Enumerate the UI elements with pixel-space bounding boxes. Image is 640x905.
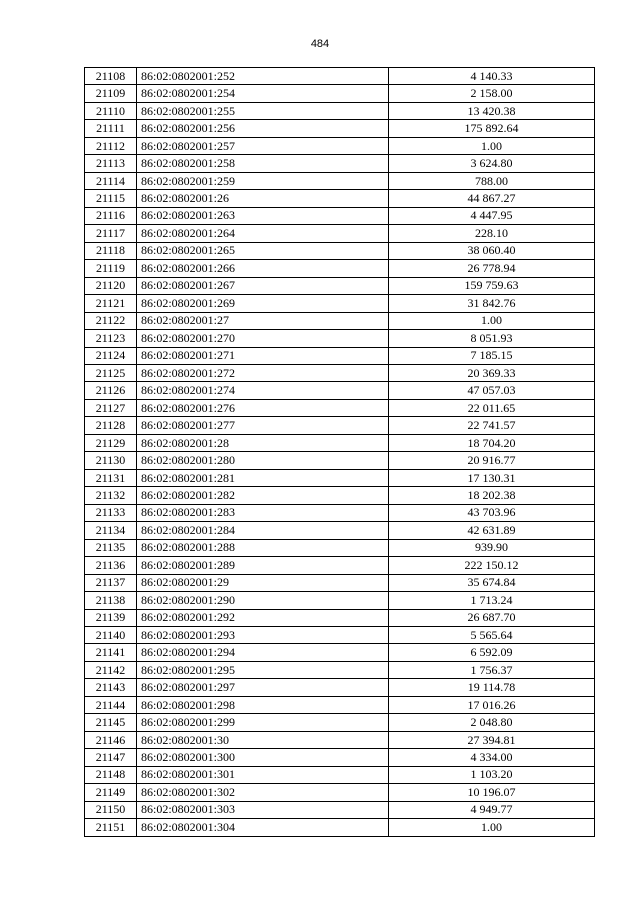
row-number-cell: 21134 xyxy=(85,522,137,539)
cadastral-number-cell: 86:02:0802001:269 xyxy=(137,295,389,312)
value-cell: 47 057.03 xyxy=(389,382,595,399)
value-cell: 159 759.63 xyxy=(389,277,595,294)
table-row xyxy=(85,364,595,381)
row-number-cell: 21108 xyxy=(85,68,137,85)
cadastral-number-cell: 86:02:0802001:298 xyxy=(137,696,389,713)
table-row xyxy=(85,661,595,678)
row-number-cell: 21130 xyxy=(85,452,137,469)
cadastral-number-cell: 86:02:0802001:256 xyxy=(137,120,389,137)
row-number-cell: 21115 xyxy=(85,190,137,207)
cadastral-number-cell: 86:02:0802001:293 xyxy=(137,627,389,644)
cadastral-number-cell: 86:02:0802001:280 xyxy=(137,452,389,469)
cadastral-number-cell: 86:02:0802001:266 xyxy=(137,260,389,277)
value-cell: 1 756.37 xyxy=(389,661,595,678)
row-number-cell: 21126 xyxy=(85,382,137,399)
cadastral-number-cell: 86:02:0802001:252 xyxy=(137,68,389,85)
table-row xyxy=(85,85,595,102)
cadastral-number-cell: 86:02:0802001:303 xyxy=(137,801,389,818)
cadastral-number-cell: 86:02:0802001:258 xyxy=(137,155,389,172)
row-number-cell: 21120 xyxy=(85,277,137,294)
table-row xyxy=(85,120,595,137)
row-number-cell: 21149 xyxy=(85,784,137,801)
row-number-cell: 21113 xyxy=(85,155,137,172)
value-cell: 5 565.64 xyxy=(389,627,595,644)
cadastral-number-cell: 86:02:0802001:270 xyxy=(137,330,389,347)
value-cell: 35 674.84 xyxy=(389,574,595,591)
row-number-cell: 21119 xyxy=(85,260,137,277)
cadastral-number-cell: 86:02:0802001:255 xyxy=(137,102,389,119)
value-cell: 17 130.31 xyxy=(389,469,595,486)
table-row xyxy=(85,644,595,661)
cadastral-number-cell: 86:02:0802001:30 xyxy=(137,731,389,748)
value-cell: 44 867.27 xyxy=(389,190,595,207)
table-row xyxy=(85,155,595,172)
cadastral-number-cell: 86:02:0802001:282 xyxy=(137,487,389,504)
cadastral-number-cell: 86:02:0802001:259 xyxy=(137,172,389,189)
cadastral-number-cell: 86:02:0802001:292 xyxy=(137,609,389,626)
row-number-cell: 21140 xyxy=(85,627,137,644)
value-cell: 20 916.77 xyxy=(389,452,595,469)
row-number-cell: 21133 xyxy=(85,504,137,521)
table-row xyxy=(85,330,595,347)
cadastral-number-cell: 86:02:0802001:274 xyxy=(137,382,389,399)
cadastral-number-cell: 86:02:0802001:263 xyxy=(137,207,389,224)
value-cell: 27 394.81 xyxy=(389,731,595,748)
row-number-cell: 21114 xyxy=(85,172,137,189)
value-cell: 10 196.07 xyxy=(389,784,595,801)
table-row xyxy=(85,801,595,818)
value-cell: 7 185.15 xyxy=(389,347,595,364)
table-row xyxy=(85,434,595,451)
table-row xyxy=(85,766,595,783)
row-number-cell: 21139 xyxy=(85,609,137,626)
cadastral-number-cell: 86:02:0802001:254 xyxy=(137,85,389,102)
table-row xyxy=(85,277,595,294)
row-number-cell: 21127 xyxy=(85,399,137,416)
row-number-cell: 21111 xyxy=(85,120,137,137)
value-cell: 4 447.95 xyxy=(389,207,595,224)
value-cell: 2 048.80 xyxy=(389,714,595,731)
row-number-cell: 21150 xyxy=(85,801,137,818)
cadastral-number-cell: 86:02:0802001:297 xyxy=(137,679,389,696)
value-cell: 43 703.96 xyxy=(389,504,595,521)
value-cell: 1 713.24 xyxy=(389,592,595,609)
row-number-cell: 21151 xyxy=(85,819,137,836)
row-number-cell: 21132 xyxy=(85,487,137,504)
row-number-cell: 21131 xyxy=(85,469,137,486)
row-number-cell: 21116 xyxy=(85,207,137,224)
cadastral-number-cell: 86:02:0802001:281 xyxy=(137,469,389,486)
table-row xyxy=(85,295,595,312)
row-number-cell: 21122 xyxy=(85,312,137,329)
cadastral-number-cell: 86:02:0802001:299 xyxy=(137,714,389,731)
cadastral-number-cell: 86:02:0802001:265 xyxy=(137,242,389,259)
table-row xyxy=(85,242,595,259)
value-cell: 8 051.93 xyxy=(389,330,595,347)
value-cell: 2 158.00 xyxy=(389,85,595,102)
cadastral-number-cell: 86:02:0802001:26 xyxy=(137,190,389,207)
table-row xyxy=(85,749,595,766)
table-row xyxy=(85,347,595,364)
value-cell: 18 704.20 xyxy=(389,434,595,451)
row-number-cell: 21112 xyxy=(85,137,137,154)
row-number-cell: 21118 xyxy=(85,242,137,259)
table-row xyxy=(85,714,595,731)
cadastral-number-cell: 86:02:0802001:276 xyxy=(137,399,389,416)
cadastral-number-cell: 86:02:0802001:289 xyxy=(137,557,389,574)
table-row xyxy=(85,592,595,609)
cadastral-number-cell: 86:02:0802001:294 xyxy=(137,644,389,661)
value-cell: 1.00 xyxy=(389,137,595,154)
row-number-cell: 21129 xyxy=(85,434,137,451)
table-row xyxy=(85,382,595,399)
table-row xyxy=(85,627,595,644)
value-cell: 31 842.76 xyxy=(389,295,595,312)
table-row xyxy=(85,539,595,556)
value-cell: 26 778.94 xyxy=(389,260,595,277)
table-row xyxy=(85,574,595,591)
table-row xyxy=(85,260,595,277)
table-row xyxy=(85,504,595,521)
row-number-cell: 21117 xyxy=(85,225,137,242)
value-cell: 3 624.80 xyxy=(389,155,595,172)
row-number-cell: 21121 xyxy=(85,295,137,312)
cadastral-number-cell: 86:02:0802001:267 xyxy=(137,277,389,294)
row-number-cell: 21145 xyxy=(85,714,137,731)
table-row xyxy=(85,452,595,469)
row-number-cell: 21109 xyxy=(85,85,137,102)
value-cell: 222 150.12 xyxy=(389,557,595,574)
table-row xyxy=(85,784,595,801)
value-cell: 18 202.38 xyxy=(389,487,595,504)
cadastral-number-cell: 86:02:0802001:288 xyxy=(137,539,389,556)
value-cell: 13 420.38 xyxy=(389,102,595,119)
table-row xyxy=(85,679,595,696)
registry-table xyxy=(84,67,595,837)
value-cell: 38 060.40 xyxy=(389,242,595,259)
cadastral-number-cell: 86:02:0802001:28 xyxy=(137,434,389,451)
value-cell: 939.90 xyxy=(389,539,595,556)
row-number-cell: 21110 xyxy=(85,102,137,119)
row-number-cell: 21124 xyxy=(85,347,137,364)
row-number-cell: 21141 xyxy=(85,644,137,661)
table-row xyxy=(85,225,595,242)
cadastral-number-cell: 86:02:0802001:290 xyxy=(137,592,389,609)
value-cell: 22 741.57 xyxy=(389,417,595,434)
cadastral-number-cell: 86:02:0802001:283 xyxy=(137,504,389,521)
cadastral-number-cell: 86:02:0802001:264 xyxy=(137,225,389,242)
table-row xyxy=(85,417,595,434)
cadastral-number-cell: 86:02:0802001:300 xyxy=(137,749,389,766)
row-number-cell: 21144 xyxy=(85,696,137,713)
cadastral-number-cell: 86:02:0802001:29 xyxy=(137,574,389,591)
table-row xyxy=(85,190,595,207)
value-cell: 4 334.00 xyxy=(389,749,595,766)
registry-table-body xyxy=(85,68,595,837)
table-row xyxy=(85,172,595,189)
cadastral-number-cell: 86:02:0802001:27 xyxy=(137,312,389,329)
value-cell: 1 103.20 xyxy=(389,766,595,783)
value-cell: 4 949.77 xyxy=(389,801,595,818)
value-cell: 1.00 xyxy=(389,312,595,329)
row-number-cell: 21125 xyxy=(85,364,137,381)
value-cell: 6 592.09 xyxy=(389,644,595,661)
table-row xyxy=(85,557,595,574)
cadastral-number-cell: 86:02:0802001:277 xyxy=(137,417,389,434)
row-number-cell: 21142 xyxy=(85,661,137,678)
value-cell: 788.00 xyxy=(389,172,595,189)
row-number-cell: 21135 xyxy=(85,539,137,556)
row-number-cell: 21146 xyxy=(85,731,137,748)
cadastral-number-cell: 86:02:0802001:301 xyxy=(137,766,389,783)
cadastral-number-cell: 86:02:0802001:257 xyxy=(137,137,389,154)
cadastral-number-cell: 86:02:0802001:272 xyxy=(137,364,389,381)
table-row xyxy=(85,207,595,224)
table-row xyxy=(85,522,595,539)
table-row xyxy=(85,137,595,154)
table-row xyxy=(85,487,595,504)
table-row xyxy=(85,731,595,748)
table-row xyxy=(85,609,595,626)
cadastral-number-cell: 86:02:0802001:302 xyxy=(137,784,389,801)
table-row xyxy=(85,312,595,329)
cadastral-number-cell: 86:02:0802001:295 xyxy=(137,661,389,678)
row-number-cell: 21148 xyxy=(85,766,137,783)
value-cell: 17 016.26 xyxy=(389,696,595,713)
value-cell: 22 011.65 xyxy=(389,399,595,416)
row-number-cell: 21137 xyxy=(85,574,137,591)
row-number-cell: 21147 xyxy=(85,749,137,766)
row-number-cell: 21136 xyxy=(85,557,137,574)
cadastral-number-cell: 86:02:0802001:304 xyxy=(137,819,389,836)
value-cell: 42 631.89 xyxy=(389,522,595,539)
row-number-cell: 21123 xyxy=(85,330,137,347)
table-row xyxy=(85,68,595,85)
value-cell: 26 687.70 xyxy=(389,609,595,626)
table-row xyxy=(85,819,595,836)
row-number-cell: 21128 xyxy=(85,417,137,434)
table-row xyxy=(85,696,595,713)
value-cell: 228.10 xyxy=(389,225,595,242)
value-cell: 19 114.78 xyxy=(389,679,595,696)
value-cell: 4 140.33 xyxy=(389,68,595,85)
value-cell: 20 369.33 xyxy=(389,364,595,381)
value-cell: 175 892.64 xyxy=(389,120,595,137)
value-cell: 1.00 xyxy=(389,819,595,836)
row-number-cell: 21143 xyxy=(85,679,137,696)
page-number: 484 xyxy=(310,38,330,50)
table-row xyxy=(85,102,595,119)
row-number-cell: 21138 xyxy=(85,592,137,609)
cadastral-number-cell: 86:02:0802001:271 xyxy=(137,347,389,364)
table-row xyxy=(85,469,595,486)
cadastral-number-cell: 86:02:0802001:284 xyxy=(137,522,389,539)
table-row xyxy=(85,399,595,416)
